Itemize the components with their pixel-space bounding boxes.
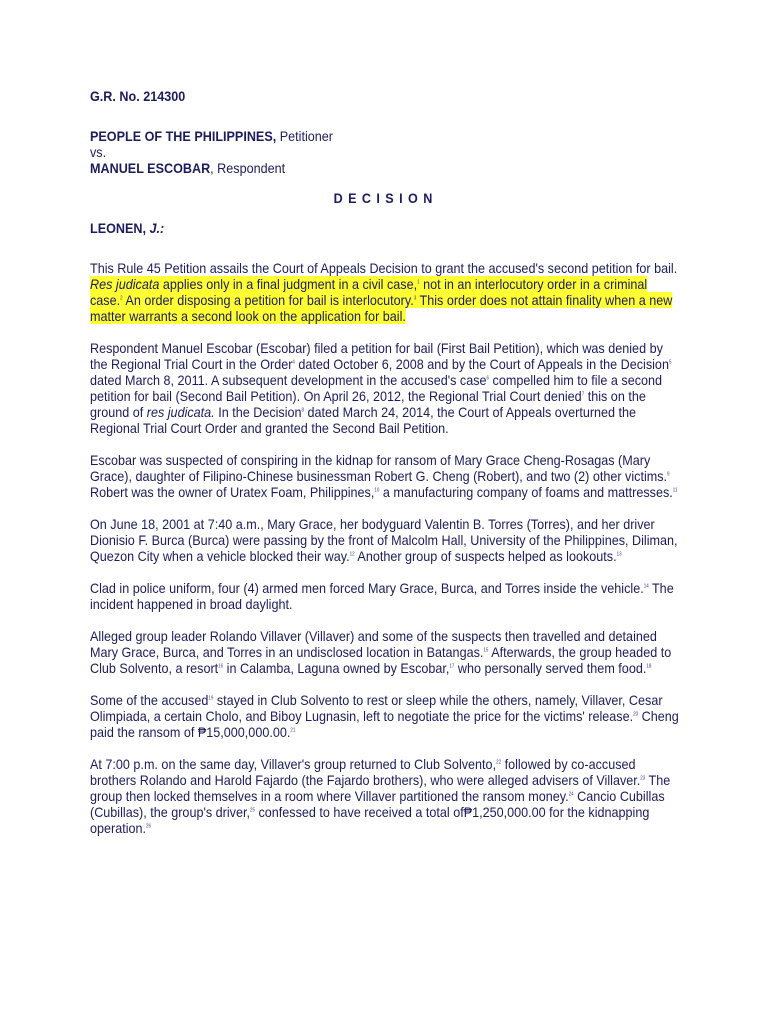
respondent-name: MANUEL ESCOBAR — [90, 160, 211, 176]
petitioner-name: PEOPLE OF THE PHILIPPINES, — [90, 128, 277, 144]
p2-text-a: Respondent Manuel Escobar (Escobar) filed a petition for bail (First Bail Petition), which was denied by the Regional Trial Court in the Order — [90, 340, 663, 372]
document-body — [90, 88, 681, 836]
p8-text-a: At 7:00 p.m. on the same day, Villaver's group returned to Club Solvento, — [90, 756, 497, 772]
p8-text-b: followed by co-accused brothers Rolando and Harold Fajardo (the Fajardo brothers), who were alleged advisers of Villaver. — [90, 756, 641, 788]
p2-text-g: In the Decision — [214, 404, 302, 420]
p4-text-a: On June 18, 2001 at 7:40 a.m., Mary Grace, her bodyguard Valentin B. Torres (Torres), and her driver Dionisio F. Burca (Burca) were passing by the front of Malcolm Hall, University of the Philippines, Diliman, Quezon City when a vehicle blocked their way. — [90, 516, 678, 564]
footnote-ref-7[interactable]: 7 — [581, 391, 585, 398]
footnote-ref-8[interactable]: 8 — [301, 407, 305, 414]
p1-text-d: not in an interlocutory order in a criminal case. — [90, 276, 648, 308]
p4-text-b: Another group of suspects helped as lookouts. — [354, 548, 617, 564]
paragraph-1 — [90, 260, 681, 324]
respondent-role: , Respondent — [210, 160, 286, 176]
p1-text-c: applies only in a final judgment in a civil case, — [159, 276, 418, 292]
respondent-line — [90, 160, 681, 176]
p2-text-d: compelled him to file a second petition for bail (Second Bail Petition). On April 26, 2012, the Regional Trial Court denied — [90, 372, 663, 404]
footnote-ref-2[interactable]: 2 — [120, 295, 123, 302]
footnote-ref-18[interactable]: 18 — [646, 663, 652, 670]
p1-text-e: An order disposing a petition for bail is interlocutory. — [122, 292, 414, 308]
ponente-suffix: J.: — [149, 220, 165, 236]
paragraph-4 — [90, 516, 681, 564]
footnote-ref-14[interactable]: 14 — [643, 583, 649, 590]
footnote-ref-19[interactable]: 19 — [208, 695, 214, 702]
p8-text-c: The group then locked themselves in a room where Villaver partitioned the ransom money. — [90, 772, 671, 804]
petitioner-role: Petitioner — [276, 128, 333, 144]
p8-text-e: confessed to have received a total of₱1,250,000.00 for the kidnapping operation. — [90, 804, 650, 836]
footnote-ref-3[interactable]: 3 — [413, 295, 417, 302]
paragraph-2 — [90, 340, 681, 436]
paragraph-3 — [90, 452, 681, 500]
footnote-ref-9[interactable]: 9 — [667, 471, 670, 478]
footnote-ref-20[interactable]: 20 — [633, 711, 639, 718]
case-number: G.R. No. 214300 — [90, 88, 186, 104]
p7-text-c: Cheng paid the ransom of ₱15,000,000.00. — [90, 708, 679, 740]
footnote-ref-24[interactable]: 24 — [568, 791, 574, 798]
petitioner-line — [90, 128, 681, 144]
paragraph-6 — [90, 628, 681, 676]
footnote-ref-16[interactable]: 16 — [218, 663, 224, 670]
p2-text-b: dated October 6, 2008 and by the Court of Appeals in the Decision — [294, 356, 669, 372]
footnote-ref-6[interactable]: 6 — [486, 375, 490, 382]
decision-document — [90, 88, 682, 852]
footnote-ref-10[interactable]: 10 — [374, 487, 380, 494]
paragraph-7 — [90, 692, 681, 740]
p1-italic-res-judicata: Res judicata — [90, 276, 160, 292]
footnote-ref-26[interactable]: 26 — [146, 823, 152, 830]
p1-text-a: This Rule 45 Petition assails the Court of Appeals Decision to grant the accused's second petition for bail. — [90, 260, 678, 276]
footnote-ref-4[interactable]: 4 — [292, 359, 295, 366]
paragraph-8 — [90, 756, 681, 836]
footnote-ref-1[interactable]: 1 — [417, 279, 420, 286]
p3-text-b: Robert was the owner of Uratex Foam, Philippines, — [90, 484, 375, 500]
footnote-ref-21[interactable]: 21 — [290, 727, 296, 734]
p2-text-e: this on the ground of — [90, 388, 646, 420]
ponente-line — [90, 220, 681, 236]
p2-text-c: dated March 8, 2011. A subsequent development in the accused's case — [90, 372, 487, 388]
footnote-ref-25[interactable]: 25 — [249, 807, 255, 814]
footnote-ref-23[interactable]: 23 — [640, 775, 646, 782]
versus-text: vs. — [90, 144, 107, 160]
p5-text-b: The incident happened in broad daylight. — [90, 580, 674, 612]
p6-text-d: who personally served them food. — [454, 660, 647, 676]
footnote-ref-15[interactable]: 15 — [483, 647, 489, 654]
p6-text-c: in Calamba, Laguna owned by Escobar, — [223, 660, 450, 676]
p3-text-c: a manufacturing company of foams and mattresses. — [379, 484, 673, 500]
footnote-ref-22[interactable]: 22 — [496, 759, 502, 766]
p1-text-f: This order does not attain finality when a new matter warrants a second look on the application for bail. — [90, 292, 673, 324]
p2-italic-res-judicata: res judicata. — [146, 404, 215, 420]
p7-text-a: Some of the accused — [90, 692, 209, 708]
decision-heading: DECISION — [333, 190, 438, 206]
paragraph-5 — [90, 580, 681, 612]
p6-text-a: Alleged group leader Rolando Villaver (Villaver) and some of the suspects then travelled and detained Mary Grace, Burca, and Torres in an undisclosed location in Batangas. — [90, 628, 657, 660]
footnote-ref-12[interactable]: 12 — [349, 551, 355, 558]
ponente-name: LEONEN, — [90, 220, 150, 236]
p5-text-a: Clad in police uniform, four (4) armed men forced Mary Grace, Burca, and Torres inside the vehicle. — [90, 580, 644, 596]
highlighted-passage — [90, 276, 672, 324]
p7-text-b: stayed in Club Solvento to rest or sleep while the others, namely, Villaver, Cesar Olimpiada, a certain Cholo, and Biboy Lugnasin, left to negotiate the price for the victims' release. — [90, 692, 663, 724]
footnote-ref-17[interactable]: 17 — [449, 663, 455, 670]
footnote-ref-13[interactable]: 13 — [616, 551, 622, 558]
p3-text-a: Escobar was suspected of conspiring in the kidnap for ransom of Mary Grace Cheng-Rosagas (Mary Grace), daughter of Filipino-Chinese businessman Robert G. Cheng (Robert), and two (2) other victims. — [90, 452, 668, 484]
footnote-ref-11[interactable]: 11 — [672, 487, 678, 494]
p2-text-h: dated March 24, 2014, the Court of Appeals overturned the Regional Trial Court Order and granted the Second Bail Petition. — [90, 404, 637, 436]
p6-text-b: Afterwards, the group headed to Club Solvento, a resort — [90, 644, 672, 676]
footnote-ref-5[interactable]: 5 — [668, 359, 672, 366]
p8-text-d: Cancio Cubillas (Cubillas), the group's driver, — [90, 788, 665, 820]
